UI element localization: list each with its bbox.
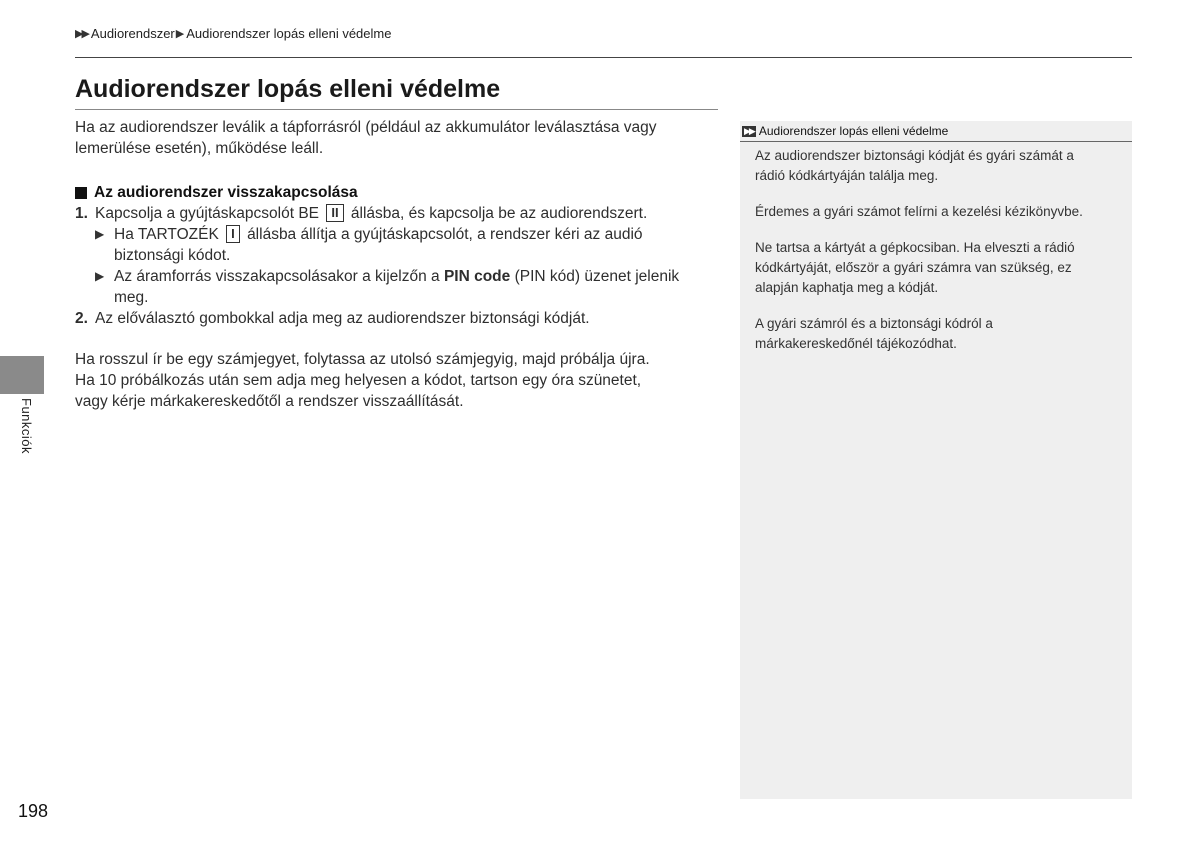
sidebar-paragraph: Ne tartsa a kártyát a gépkocsiban. Ha elveszti a rádió kódkártyáját, először a gyári számra van szükség, ez alapján kaphatja meg a kódját. [755,240,1075,295]
step-1-note-1: ▶ Ha TARTOZÉK I állásba állítja a gyújtáskapcsolót, a rendszer kéri az audió biztonsági kódot. [95,226,643,264]
text-line: lemerülése esetén), működése leáll. [75,140,324,157]
title-divider [75,109,718,110]
step-text: Kapcsolja a gyújtáskapcsolót BE II állásba, és kapcsolja be az audiorendszert. [95,205,648,222]
intro-paragraph [75,117,715,159]
text-line: Ha rosszul ír be egy számjegyet, folytassa az utolsó számjegyig, majd próbálja újra. [75,351,650,368]
sidebar-paragraph: Érdemes a gyári számot felírni a kezelési kézikönyvbe. [755,204,1083,219]
step-1-note-2: ▶ Az áramforrás visszakapcsolásakor a kijelzőn a PIN code (PIN kód) üzenet jelenik meg. [95,268,680,306]
text-line: Ha az audiorendszer leválik a tápforrásról (például az akkumulátor leválasztása vagy [75,119,657,136]
arrow-icon: ▶ [95,227,105,241]
page-title: Audiorendszer lopás elleni védelme [75,75,501,103]
sidebar-notes [740,121,1132,799]
step-text: Az előválasztó gombokkal adja meg az audiorendszer biztonsági kódját. [95,310,590,327]
retry-paragraph [75,349,715,412]
breadcrumb-item[interactable]: Audiorendszer lopás elleni védelme [186,26,392,41]
step-number: 2. [75,310,88,327]
text-line: Ha 10 próbálkozás után sem adja meg helyesen a kódot, tartson egy óra szünetet, [75,372,642,389]
section-heading: Az audiorendszer visszakapcsolása [75,182,715,203]
page-number: 198 [18,801,49,821]
arrow-icon: ▶ [95,269,105,283]
breadcrumb [75,26,391,41]
sidebar-paragraph: Az audiorendszer biztonsági kódját és gyári számát a rádió kódkártyáján találja meg. [755,148,1074,183]
step-number: 1. [75,205,88,222]
ignition-key-label: II [326,204,343,222]
text-line: vagy kérje márkakereskedőtől a rendszer visszaállítását. [75,393,464,410]
sidebar-header: ▶▶ Audiorendszer lopás elleni védelme [740,121,1132,142]
square-bullet-icon [75,187,87,199]
pin-code-message: PIN code [443,268,511,285]
ignition-key-label: I [226,225,240,243]
header-divider [75,57,1132,58]
double-triangle-icon: ▶▶ [75,28,88,40]
sidebar-paragraph: A gyári számról és a biztonsági kódról a márkakereskedőnél tájékozódhat. [755,316,993,351]
chapter-tab-label: Funkciók [19,398,34,455]
sidebar-body [755,146,1120,370]
main-content [75,117,715,412]
step-2 [75,308,715,329]
reference-arrow-icon: ▶▶ [744,125,754,136]
step-1 [75,203,715,224]
breadcrumb-item[interactable]: Audiorendszer [90,26,175,41]
chapter-tab[interactable] [0,356,44,394]
triangle-icon: ▶ [175,28,185,40]
